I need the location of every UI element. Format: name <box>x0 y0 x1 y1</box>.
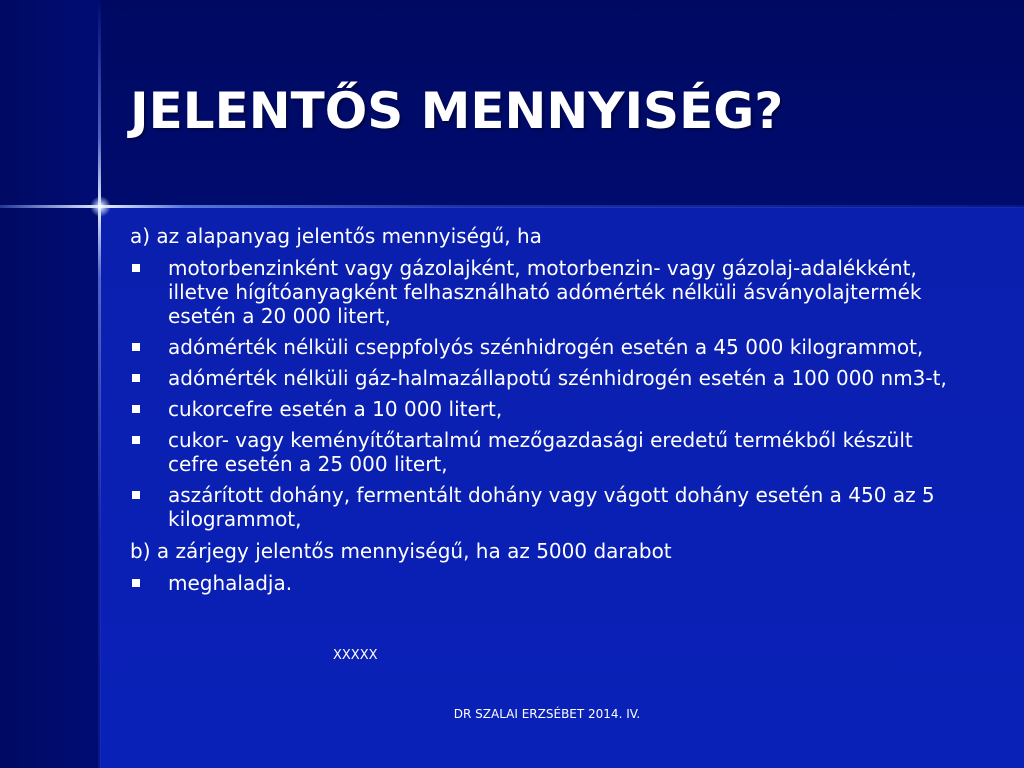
square-bullet-icon <box>132 343 140 351</box>
bullet-text: cukor- vagy keményítőtartalmú mezőgazdasági eredetű termékből készült cefre esetén a 25 000 litert, <box>168 428 913 476</box>
vertical-light-line <box>98 0 101 768</box>
bullet-list-a <box>130 256 960 531</box>
square-bullet-icon <box>132 579 140 587</box>
placeholder-note: XXXXX <box>333 648 378 663</box>
slide-body <box>130 224 960 603</box>
horizontal-light-line <box>0 205 1024 208</box>
bullet-item <box>130 428 960 476</box>
bullet-text: aszárított dohány, fermentált dohány vagy vágott dohány esetén a 450 az 5 kilogrammot, <box>168 483 935 531</box>
bullet-item <box>130 483 960 531</box>
light-flare-icon <box>90 196 111 217</box>
intro-a: a) az alapanyag jelentős mennyiségű, ha <box>130 224 542 248</box>
left-band <box>0 0 100 768</box>
square-bullet-icon <box>132 491 140 499</box>
square-bullet-icon <box>132 436 140 444</box>
bullet-text: cukorcefre esetén a 10 000 litert, <box>168 397 503 421</box>
bullet-text: adómérték nélküli gáz-halmazállapotú szénhidrogén esetén a 100 000 nm3-t, <box>168 366 947 390</box>
bullet-item <box>130 571 960 595</box>
bullet-text: motorbenzinként vagy gázolajként, motorbenzin- vagy gázolaj-adalékként, illetve hígítóanyagként felhasználható adómérték nélküli ásványolajtermék esetén a 20 000 litert, <box>168 256 922 328</box>
slide-title: JELENTŐS MENNYISÉG? <box>130 82 784 140</box>
bullet-item <box>130 397 960 421</box>
intro-b: b) a zárjegy jelentős mennyiségű, ha az 5000 darabot <box>130 539 672 563</box>
square-bullet-icon <box>132 374 140 382</box>
bullet-item <box>130 366 960 390</box>
square-bullet-icon <box>132 264 140 272</box>
bullet-item <box>130 335 960 359</box>
bullet-text: adómérték nélküli cseppfolyós szénhidrogén esetén a 45 000 kilogrammot, <box>168 335 924 359</box>
bullet-list-b <box>130 571 960 595</box>
bullet-text: meghaladja. <box>168 571 293 595</box>
bullet-item <box>130 256 960 328</box>
footer-author: DR SZALAI ERZSÉBET 2014. IV. <box>453 707 641 721</box>
square-bullet-icon <box>132 405 140 413</box>
